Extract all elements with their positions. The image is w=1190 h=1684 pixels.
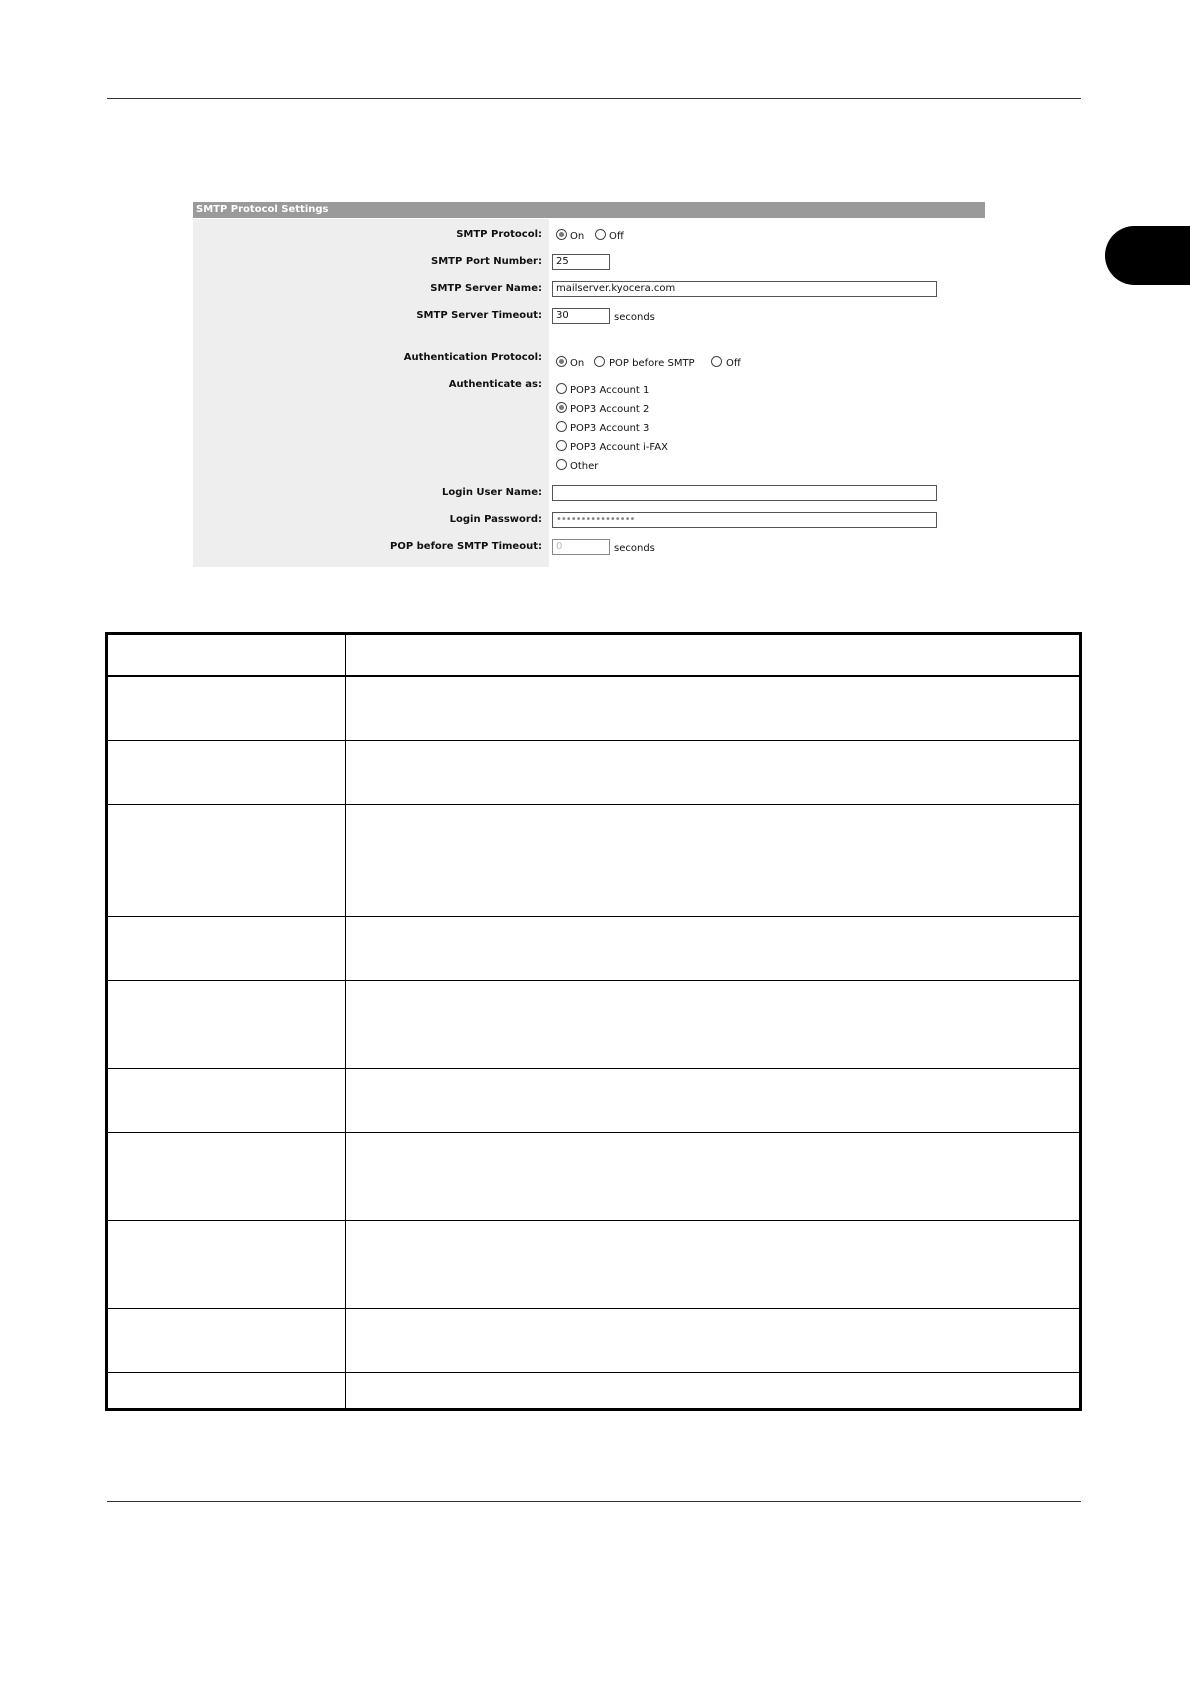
authenticate-as-pop3-account-3-label: POP3 Account 3 (570, 423, 650, 434)
authenticate-as-other-radio[interactable] (556, 459, 567, 470)
smtp-server-timeout-label: SMTP Server Timeout: (416, 310, 542, 321)
table-row (108, 677, 1079, 741)
authenticate-as-pop3-account-3-radio[interactable] (556, 421, 567, 432)
smtp-protocol-off-label: Off (609, 231, 624, 242)
panel-title: SMTP Protocol Settings (193, 202, 985, 218)
login-password-input[interactable]: •••••••••••••••• (552, 512, 937, 528)
table-row (108, 917, 1079, 981)
chapter-tab-marker (1105, 226, 1190, 285)
table-row (108, 1373, 1079, 1408)
table-row (108, 1069, 1079, 1133)
auth-protocol-on-label: On (570, 358, 585, 369)
footer-rule (107, 1501, 1081, 1502)
pop-before-smtp-timeout-input: 0 (552, 539, 610, 555)
table-row (108, 1221, 1079, 1309)
authenticate-as-pop3-account-ifax-radio[interactable] (556, 440, 567, 451)
smtp-protocol-label: SMTP Protocol: (456, 229, 542, 240)
smtp-port-label: SMTP Port Number: (431, 256, 542, 267)
auth-protocol-label: Authentication Protocol: (403, 352, 542, 363)
table-row (108, 981, 1079, 1069)
table-row (108, 1133, 1079, 1221)
auth-protocol-on-radio[interactable] (556, 356, 567, 367)
auth-protocol-pop-before-smtp-label: POP before SMTP (609, 358, 695, 369)
auth-protocol-off-radio[interactable] (711, 356, 722, 367)
authenticate-as-pop3-account-1-label: POP3 Account 1 (570, 385, 650, 396)
table-row (108, 741, 1079, 805)
smtp-server-timeout-input[interactable]: 30 (552, 308, 610, 324)
pop-before-smtp-timeout-unit: seconds (614, 543, 655, 554)
smtp-protocol-on-radio[interactable] (556, 229, 567, 240)
smtp-protocol-off-radio[interactable] (595, 229, 606, 240)
smtp-settings-panel (193, 202, 985, 567)
settings-description-table (105, 632, 1082, 1411)
auth-protocol-off-label: Off (726, 358, 741, 369)
authenticate-as-pop3-account-2-radio[interactable] (556, 402, 567, 413)
smtp-port-input[interactable]: 25 (552, 254, 610, 270)
smtp-protocol-on-label: On (570, 231, 585, 242)
table-row (108, 805, 1079, 917)
authenticate-as-pop3-account-2-label: POP3 Account 2 (570, 404, 650, 415)
authenticate-as-pop3-account-1-radio[interactable] (556, 383, 567, 394)
login-user-name-input[interactable] (552, 485, 937, 501)
pop-before-smtp-timeout-label: POP before SMTP Timeout: (389, 541, 542, 552)
authenticate-as-label: Authenticate as: (448, 379, 542, 390)
table-row (108, 1309, 1079, 1373)
table-column-divider (345, 635, 346, 1408)
login-password-label: Login Password: (449, 514, 542, 525)
table-header-row (108, 635, 1079, 677)
authenticate-as-pop3-account-ifax-label: POP3 Account i-FAX (570, 442, 668, 453)
smtp-server-name-input[interactable]: mailserver.kyocera.com (552, 281, 937, 297)
smtp-server-name-label: SMTP Server Name: (430, 283, 542, 294)
authenticate-as-other-label: Other (570, 461, 599, 472)
smtp-server-timeout-unit: seconds (614, 312, 655, 323)
header-rule (107, 98, 1081, 99)
auth-protocol-pop-before-smtp-radio[interactable] (594, 356, 605, 367)
login-user-name-label: Login User Name: (441, 487, 542, 498)
